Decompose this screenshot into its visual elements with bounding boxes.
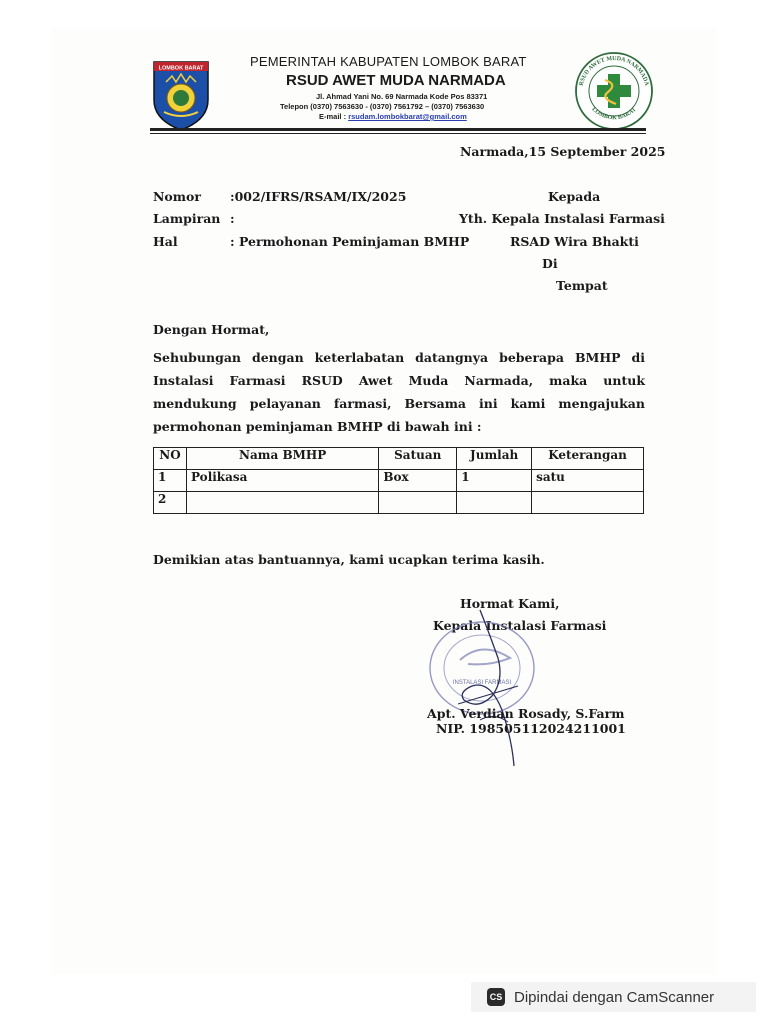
lampiran-label: Lampiran	[153, 211, 221, 226]
cell-jumlah: 1	[457, 470, 532, 492]
lampiran-value: :	[230, 211, 235, 226]
cell-nama-bmhp: Polikasa	[186, 470, 378, 492]
email-label: E-mail :	[319, 112, 349, 121]
signatory-nip: NIP. 198505112024211001	[436, 721, 626, 736]
table-row	[154, 492, 644, 514]
header-nama-bmhp: Nama BMHP	[186, 448, 378, 470]
signature-greeting: Hormat Kami,	[460, 596, 560, 611]
recipient-institution: RSAD Wira Bhakti	[510, 234, 639, 249]
hospital-logo-icon	[572, 50, 656, 132]
cell-no: 2	[154, 492, 187, 514]
recipient-kepada: Kepada	[548, 189, 601, 204]
hospital-name: RSUD AWET MUDA NARMADA	[286, 72, 506, 89]
cell-satuan	[379, 492, 457, 514]
recipient-tempat: Tempat	[556, 278, 608, 293]
camscanner-watermark	[471, 982, 756, 1012]
email-link[interactable]: rsudam.lombokbarat@gmail.com	[348, 112, 467, 121]
hal-label: Hal	[153, 234, 178, 249]
cell-nama-bmhp	[186, 492, 378, 514]
body-paragraph: Sehubungan dengan keterlabatan datangnya beberapa BMHP di Instalasi Farmasi RSUD Awet Muda Narmada, maka untuk mendukung pelayanan farmasi, Bersama ini kami mengajukan permohonan peminjaman BMHP di bawah ini :	[153, 350, 645, 434]
hospital-logo-bottom-text: LOMBOK BARAT	[590, 106, 638, 122]
hal-value: : Permohonan Peminjaman BMHP	[230, 234, 470, 249]
header-satuan: Satuan	[379, 448, 457, 470]
header-keterangan: Keterangan	[532, 448, 644, 470]
letter-date: Narmada,15 September 2025	[460, 144, 666, 159]
hospital-email-line	[319, 112, 467, 121]
greeting: Dengan Hormat,	[153, 322, 270, 337]
hospital-phone: Telepon (0370) 7563630 - (0370) 7561792 – (0370) 7563630	[280, 102, 485, 111]
camscanner-icon: CS	[487, 988, 505, 1006]
lombok-barat-emblem-icon	[150, 54, 212, 132]
official-stamp-and-signature-icon	[420, 600, 570, 770]
signatory-name: Apt. Verdian Rosady, S.Farm	[427, 706, 625, 721]
cell-keterangan	[532, 492, 644, 514]
hospital-logo-top-text: RSUD AWET MUDA NARMADA	[578, 55, 650, 87]
nomor-label: Nomor	[153, 189, 201, 204]
signature-position: Kepala Instalasi Farmasi	[433, 618, 607, 633]
header-no: NO	[154, 448, 187, 470]
cell-satuan: Box	[379, 470, 457, 492]
recipient-di: Di	[542, 256, 558, 271]
bmhp-table	[153, 447, 644, 514]
table-header-row	[154, 448, 644, 470]
nomor-value: :002/IFRS/RSAM/IX/2025	[230, 189, 407, 204]
cell-no: 1	[154, 470, 187, 492]
header-jumlah: Jumlah	[457, 448, 532, 470]
cell-jumlah	[457, 492, 532, 514]
emblem-banner-text: LOMBOK BARAT	[158, 65, 204, 72]
hospital-address: Jl. Ahmad Yani No. 69 Narmada Kode Pos 83371	[316, 92, 488, 101]
recipient-title: Yth. Kepala Instalasi Farmasi	[459, 211, 665, 226]
closing-sentence: Demikian atas bantuannya, kami ucapkan terima kasih.	[153, 552, 545, 567]
letterhead-rule-thick	[150, 128, 646, 131]
cell-keterangan: satu	[532, 470, 644, 492]
table-row	[154, 470, 644, 492]
government-name: PEMERINTAH KABUPATEN LOMBOK BARAT	[250, 54, 527, 69]
camscanner-text: Dipindai dengan CamScanner	[514, 988, 715, 1006]
letterhead-rule-thin	[150, 133, 646, 134]
stamp-text: INSTALASI FARMASI	[452, 680, 512, 686]
